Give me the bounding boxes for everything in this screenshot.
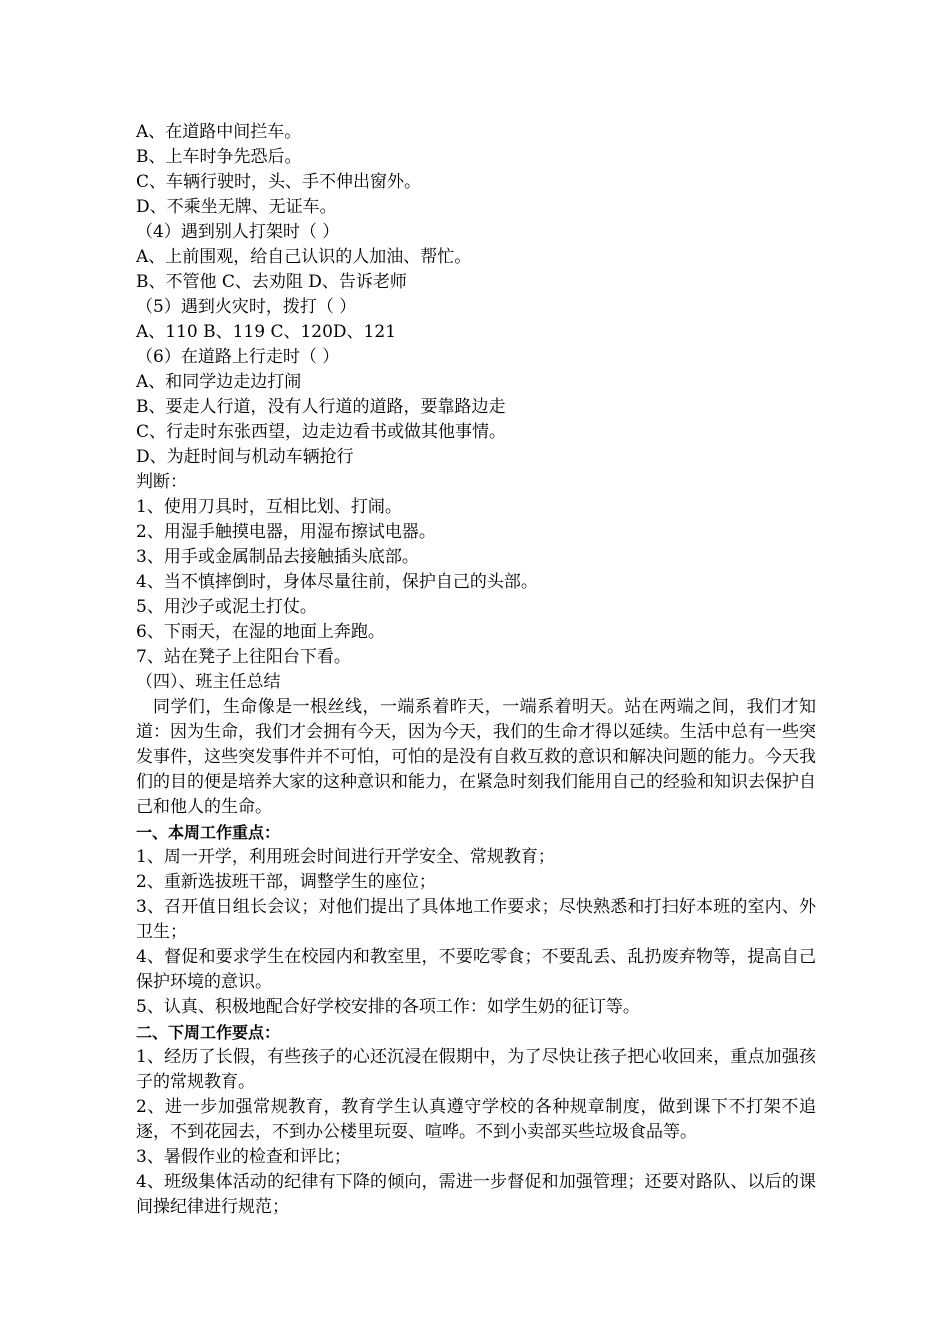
text-line: 6、下雨天，在湿的地面上奔跑。 <box>136 622 385 642</box>
text-line: 5、用沙子或泥土打仗。 <box>136 597 317 617</box>
text-line: 3、用手或金属制品去接触插头底部。 <box>136 547 419 567</box>
text-line: 4、班级集体活动的纪律有下降的倾向，需进一步督促和加强管理；还要对路队、以后的课间操纪律进行规范； <box>136 1172 816 1217</box>
text-line: 3、召开值日组长会议；对他们提出了具体地工作要求；尽快熟悉和打扫好本班的室内、外卫生； <box>136 897 816 942</box>
text-line: C、行走时东张西望，边走边看书或做其他事情。 <box>136 422 507 442</box>
text-line: 4、当不慎摔倒时，身体尽量往前，保护自己的头部。 <box>136 572 538 592</box>
quiz-section <box>136 120 816 695</box>
text-line: 4、督促和要求学生在校园内和教室里，不要吃零食；不要乱丢、乱扔废弃物等，提高自己保护环境的意识。 <box>136 947 816 992</box>
text-line: A、在道路中间拦车。 <box>136 122 302 142</box>
text-line: （5）遇到火灾时，拨打（ ） <box>136 297 357 317</box>
text-line: （4）遇到别人打架时（ ） <box>136 222 340 242</box>
text-line: 1、经历了长假，有些孩子的心还沉浸在假期中，为了尽快让孩子把心收回来，重点加强孩子的常规教育。 <box>136 1047 816 1092</box>
text-line: 5、认真、积极地配合好学校安排的各项工作：如学生奶的征订等。 <box>136 997 640 1017</box>
document-page <box>136 120 816 1220</box>
text-line: B、不管他 C、去劝阻 D、告诉老师 <box>136 272 407 292</box>
text-line: 1、使用刀具时，互相比划、打闹。 <box>136 497 402 517</box>
text-line: B、上车时争先恐后。 <box>136 147 302 167</box>
text-line: （6）在道路上行走时（ ） <box>136 347 340 367</box>
text-line: A、110 B、119 C、120D、121 <box>136 322 397 342</box>
text-line: 1、周一开学，利用班会时间进行开学安全、常规教育； <box>136 847 555 867</box>
section2-list <box>136 1045 816 1220</box>
text-line: 判断： <box>136 472 187 492</box>
text-line: 2、用湿手触摸电器，用湿布擦试电器。 <box>136 522 436 542</box>
text-line: 2、进一步加强常规教育，教育学生认真遵守学校的各种规章制度，做到课下不打架不追逐，不到花园去，不到办公楼里玩耍、喧哗。不到小卖部买些垃圾食品等。 <box>136 1097 816 1142</box>
text-line: A、和同学边走边打闹 <box>136 372 302 392</box>
section2-heading: 二、下周工作要点： <box>136 1023 281 1042</box>
section1-heading: 一、本周工作重点： <box>136 823 281 842</box>
summary-paragraph: 同学们，生命像是一根丝线，一端系着昨天，一端系着明天。站在两端之间，我们才知道：因为生命，我们才会拥有今天，因为今天，我们的生命才得以延续。生活中总有一些突发事件，这些突发事件并不可怕，可怕的是没有自救互救的意识和解决问题的能力。今天我们的目的便是培养大家的这种意识和能力，在紧急时刻我们能用自己的经验和知识去保护自己和他人的生命。 <box>136 697 816 817</box>
text-line: （四）、班主任总结 <box>136 672 281 692</box>
text-line: 7、站在凳子上往阳台下看。 <box>136 647 351 667</box>
section1-list <box>136 845 816 1020</box>
text-line: A、上前围观，给自己认识的人加油、帮忙。 <box>136 247 472 267</box>
text-line: 2、重新选拔班干部，调整学生的座位； <box>136 872 436 892</box>
text-line: C、车辆行驶时，头、手不伸出窗外。 <box>136 172 422 192</box>
text-line: D、不乘坐无牌、无证车。 <box>136 197 337 217</box>
text-line: B、要走人行道，没有人行道的道路，要靠路边走 <box>136 397 506 417</box>
text-line: 3、暑假作业的检查和评比； <box>136 1147 351 1167</box>
text-line: D、为赶时间与机动车辆抢行 <box>136 447 354 467</box>
